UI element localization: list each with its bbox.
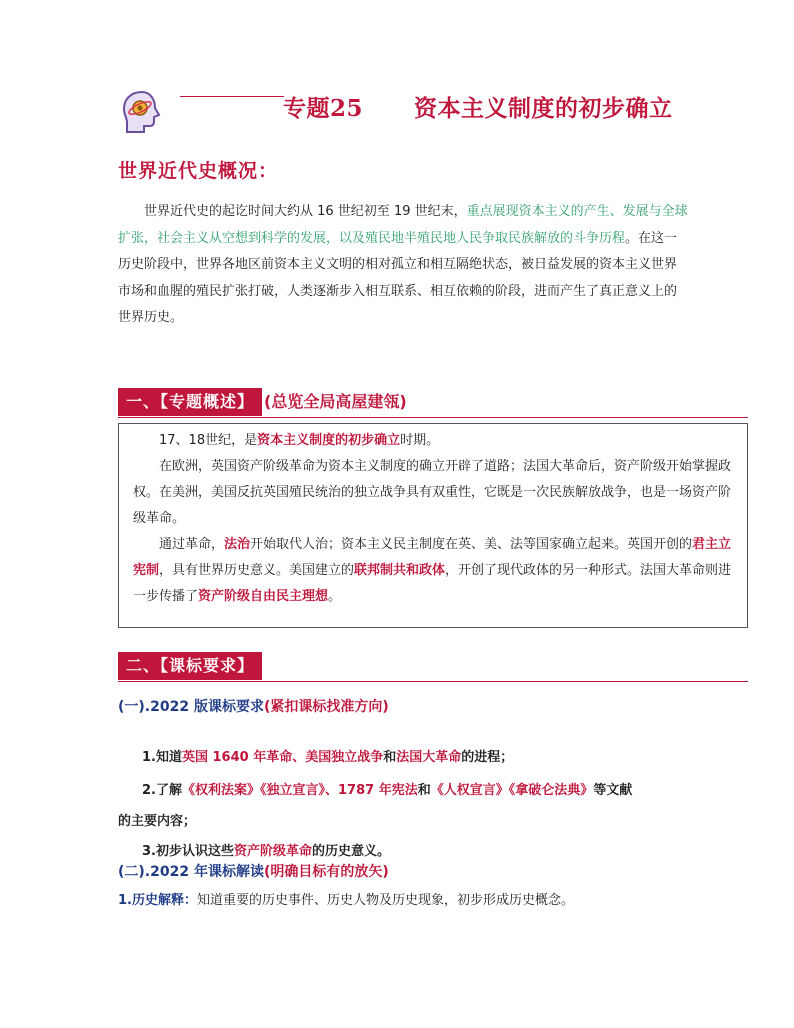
box-highlight: 君主立宪制 [133,537,732,578]
section2-underline [118,681,748,682]
overview-text-b: 。在这一历史阶段中，世界各地区前资本主义文明的相对孤立和相互隔绝状态，被日益发展的资本主义世界市场和血腥的殖民扩张打破，人类逐渐步入相互联系、相互依赖的阶段，进而产生了真正意义上的世界历史。 [118,230,678,325]
world-overview-paragraph [118,199,688,332]
box-highlight: 法治 [224,537,251,552]
box-text: 。 [328,589,342,604]
section1-subtitle: (总览全局高屋建瓴) [264,392,407,411]
section1-underline [118,417,748,418]
overview-box [118,423,748,628]
req-text: 2.了解 [142,783,182,798]
box-text: 开始取代人治；资本主义民主制度在英、美、法等国家确立起来。英国开创的 [250,537,693,552]
overview-highlight: 重点展现资本主义的产生、发展与全球扩张，社会主义从空想到科学的发展，以及殖民地半殖民地人民争取民族解放的斗争历程 [118,204,688,246]
requirement-3 [142,840,390,859]
box-line-1 [133,428,733,454]
interpretation-label: 1.历史解释： [118,893,197,908]
subsection1-title: (一).2022 版课标要求 [118,699,264,715]
req-highlight: 英国 1640 年革命 [181,750,293,765]
interpretation-text: 知道重要的历史事件、历史人物及历史现象，初步形成历史概念。 [196,893,574,908]
section2-header [118,652,748,680]
req-highlight: 《权利法案》《独立宣言》、1787 年宪法 [181,783,418,798]
section2-label: 二、【课标要求】 [118,652,262,680]
page-title: 专题25 资本主义制度的初步确立 [283,95,673,122]
brain-gear-icon [118,88,166,136]
title-rule [180,96,284,97]
box-text: 17、18世纪，是 [159,433,258,448]
subsection1-note: (紧扣课标找准方向) [263,699,389,715]
subsection2-note: (明确目标有的放矢) [263,864,389,880]
req-highlight: 资产阶级革命 [233,844,312,859]
req-highlight: 美国独立战争 [305,750,384,765]
subsection1-heading [118,696,389,716]
req-text: 和 [417,783,431,798]
req-text: 和 [383,750,397,765]
box-text: 通过革命， [159,537,225,552]
subsection2-heading [118,861,389,881]
box-highlight: 资本主义制度的初步确立 [257,433,401,448]
subsection2-title: (二).2022 年课标解读 [118,864,264,880]
req-highlight: 、 [292,750,306,765]
req-text: 等文献 [593,783,633,798]
box-highlight: 联邦制共和政体 [354,563,446,578]
requirement-1 [142,746,513,765]
req-text: 3.初步认识这些 [142,844,234,859]
box-text: ，开创了现代政体的另一种形式。法国大革命则进一步传播了 [133,563,732,604]
req-text: 1.知道 [142,750,182,765]
interpretation-line [118,889,574,908]
req-highlight: 《人权宣言》《拿破仑法典》 [430,783,594,798]
req-text: 的历史意义。 [312,844,391,859]
box-line-2: 在欧洲，英国资产阶级革命为资本主义制度的确立开辟了道路；法国大革命后，资产阶级开始掌握政权。在美洲，美国反抗英国殖民统治的独立战争具有双重性，它既是一次民族解放战争，也是一场资产阶级革命。 [133,459,732,526]
req-text: 的进程； [461,750,514,765]
box-text: 时期。 [400,433,440,448]
section1-label: 一、【专题概述】 [118,388,262,416]
section1-header [118,388,748,416]
world-overview-heading: 世界近代史概况： [118,160,279,182]
req-highlight: 法国大革命 [396,750,462,765]
overview-text-a: 世界近代史的起讫时间大约从 16 世纪初至 19 世纪末， [144,204,467,219]
requirement-2-wrap: 的主要内容； [118,814,197,829]
box-highlight: 资产阶级自由民主理想 [198,589,329,604]
box-line-3 [133,532,733,610]
requirement-2 [142,779,632,798]
box-text: ，具有世界历史意义。美国建立的 [159,563,355,578]
